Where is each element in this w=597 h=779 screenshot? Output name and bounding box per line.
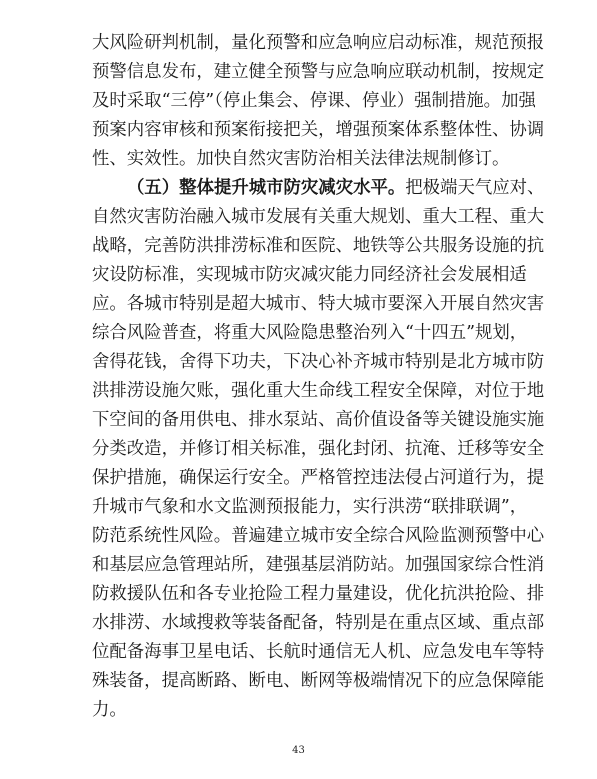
- body-text-line: 大风险研判机制，量化预警和应急响应启动标准，规范预报: [92, 33, 545, 53]
- body-text-line: 和基层应急管理站所，建强基层消防站。加强国家综合性消: [92, 555, 545, 575]
- body-text-line: 水排涝、水域搜救等装备配备，特别是在重点区域、重点部: [92, 613, 545, 633]
- body-text-line: 舍得花钱，舍得下功夫，下决心补齐城市特别是北方城市防: [92, 352, 545, 372]
- body-text-line: 综合风险普查，将重大风险隐患整治列入“十四五”规划，: [92, 323, 528, 343]
- section-heading: （五）整体提升城市防灾减灾水平。: [127, 178, 406, 198]
- body-text-line: 防范系统性风险。普遍建立城市安全综合风险监测预警中心: [92, 526, 545, 546]
- body-text-line: 预案内容审核和预案衔接把关，增强预案体系整体性、协调: [92, 120, 545, 140]
- body-text-line: 战略，完善防洪排涝标准和医院、地铁等公共服务设施的抗: [92, 236, 545, 256]
- body-text-line: 性、实效性。加快自然灾害防治相关法律法规制修订。: [92, 149, 510, 169]
- body-text-line: 灾设防标准，实现城市防灾减灾能力同经济社会发展相适: [92, 265, 527, 285]
- body-text-line: 应。各城市特别是超大城市、特大城市要深入开展自然灾害: [92, 294, 545, 314]
- body-text-line: 殊装备，提高断路、断电、断网等极端情况下的应急保障能: [92, 671, 545, 691]
- body-text-line: 及时采取“三停”（停止集会、停课、停业）强制措施。加强: [92, 91, 536, 111]
- body-text-line: 分类改造，并修订相关标准，强化封闭、抗淹、迁移等安全: [92, 439, 545, 459]
- body-text-line: 洪排涝设施欠账，强化重大生命线工程安全保障，对位于地: [92, 381, 545, 401]
- page-number: 43: [292, 745, 305, 756]
- body-text-line: 保护措施，确保运行安全。严格管控违法侵占河道行为，提: [92, 468, 545, 488]
- body-text-line: 位配备海事卫星电话、长航时通信无人机、应急发电车等特: [92, 642, 545, 662]
- body-text-line: 自然灾害防治融入城市发展有关重大规划、重大工程、重大: [92, 207, 545, 227]
- body-text-line: 力。: [92, 700, 127, 720]
- body-text-fragment: 把极端天气应对、: [405, 178, 545, 198]
- body-text-line: 防救援队伍和各专业抢险工程力量建设，优化抗洪抢险、排: [92, 584, 545, 604]
- body-text-line: 升城市气象和水文监测预报能力，实行洪涝“联排联调”，: [92, 497, 528, 517]
- section-heading-line: [127, 178, 545, 198]
- body-text-line: 预警信息发布，建立健全预警与应急响应联动机制，按规定: [92, 62, 545, 82]
- body-text-line: 下空间的备用供电、排水泵站、高价值设备等关键设施实施: [92, 410, 545, 430]
